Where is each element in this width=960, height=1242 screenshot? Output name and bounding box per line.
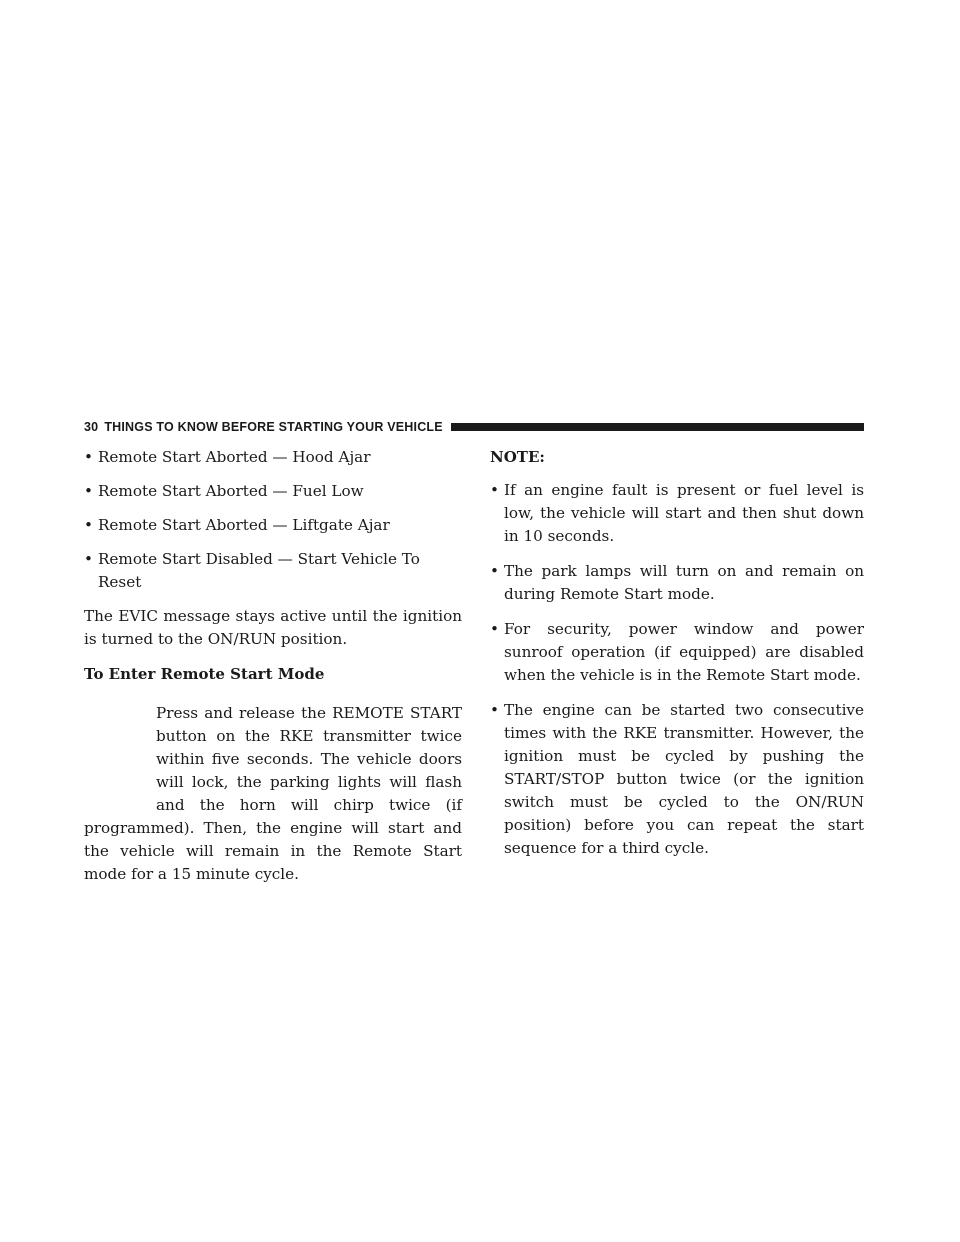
instructions-paragraph: Press and release the REMOTE START button on the RKE transmitter twice within five seconds. The vehicle doors will lock, the parking lights will flash and the horn will chirp twice (if programmed). Then, the engine will start and the vehicle will remain in the Remote Start mode for a 15 minute cycle. <box>84 704 462 883</box>
right-column <box>490 446 864 872</box>
page-header <box>84 416 864 438</box>
list-item: • Remote Start Aborted — Hood Ajar <box>84 446 462 469</box>
header-rule <box>451 423 864 431</box>
bullet-icon: • <box>84 448 93 466</box>
bullet-icon: • <box>490 562 499 580</box>
bullet-icon: • <box>84 550 93 568</box>
bullet-icon: • <box>84 516 93 534</box>
section-title: THINGS TO KNOW BEFORE STARTING YOUR VEHICLE <box>104 420 443 434</box>
page-number: 30 <box>84 420 99 434</box>
instructions-block <box>84 702 462 886</box>
list-item: • If an engine fault is present or fuel level is low, the vehicle will start and then shut down in 10 seconds. <box>490 481 864 545</box>
list-item: • Remote Start Aborted — Liftgate Ajar <box>84 514 462 537</box>
bullet-icon: • <box>84 482 93 500</box>
abort-message-list <box>84 446 462 594</box>
bullet-icon: • <box>490 701 499 719</box>
note-label: NOTE: <box>490 448 545 466</box>
subheading: To Enter Remote Start Mode <box>84 665 325 683</box>
left-column <box>84 446 462 898</box>
bullet-icon: • <box>490 620 499 638</box>
list-item: • The engine can be started two consecutive times with the RKE transmitter. However, the ignition must be cycled by pushing the START/STOP button twice (or the ignition switch must be cycled to the ON/RUN position) before you can repeat the start sequence for a third cycle. <box>490 701 864 857</box>
list-item: • For security, power window and power sunroof operation (if equipped) are disabled when the vehicle is in the Remote Start mode. <box>490 620 864 684</box>
list-item: • Remote Start Aborted — Fuel Low <box>84 480 462 503</box>
note-list <box>490 479 864 860</box>
key-fob-icon <box>84 702 156 802</box>
bullet-icon: • <box>490 481 499 499</box>
list-item: • The park lamps will turn on and remain on during Remote Start mode. <box>490 562 864 603</box>
evic-paragraph: The EVIC message stays active until the ignition is turned to the ON/RUN position. <box>84 607 462 648</box>
list-item: • Remote Start Disabled — Start Vehicle To Reset <box>84 550 420 591</box>
